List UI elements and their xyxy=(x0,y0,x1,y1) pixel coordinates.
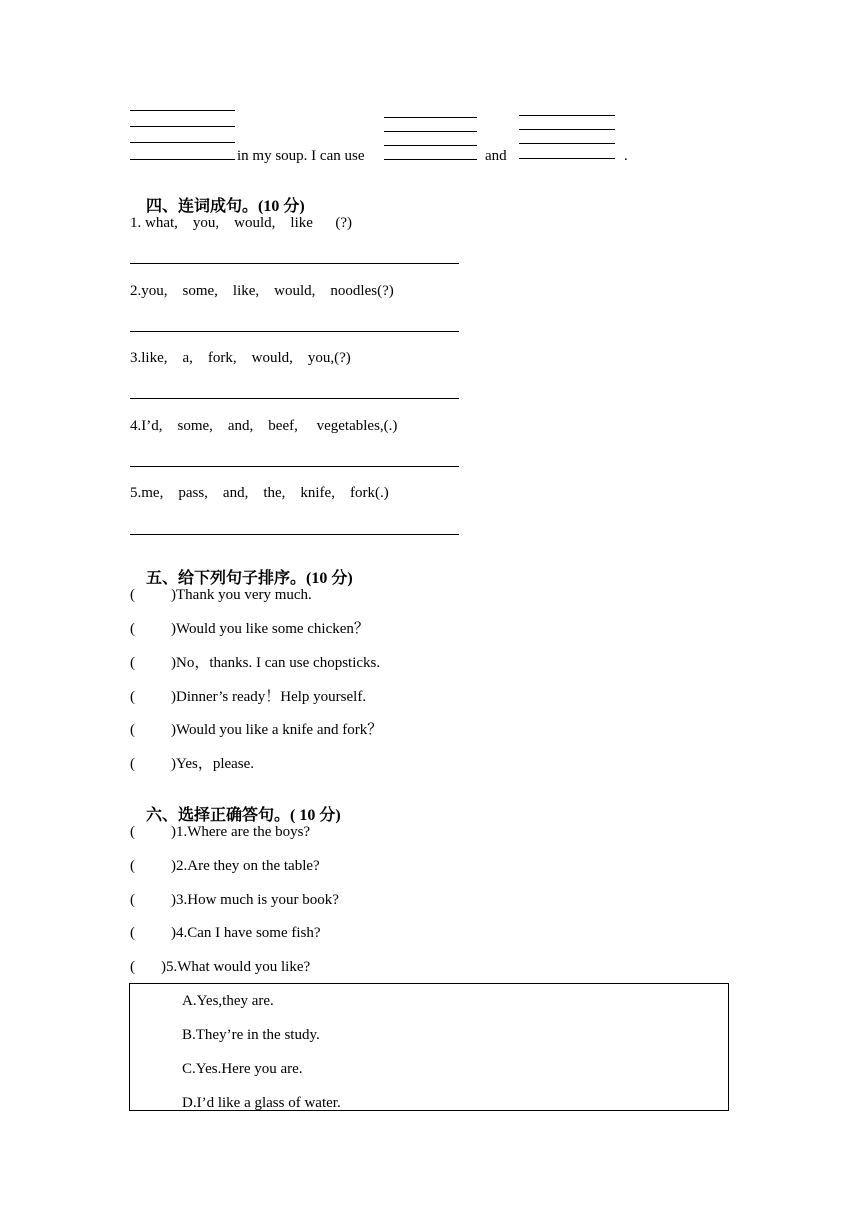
paren-open[interactable]: ( xyxy=(130,925,135,941)
reorder-item-2: 2.you, some, like, would, noodles(?) xyxy=(130,283,394,299)
paren-open[interactable]: ( xyxy=(130,655,135,671)
paren-open[interactable]: ( xyxy=(130,621,135,637)
paren-open[interactable]: ( xyxy=(130,824,135,840)
paren-open[interactable]: ( xyxy=(130,722,135,738)
fill-text-1: in my soup. I can use xyxy=(237,148,365,164)
reorder-item-4: 4.I’d, some, and, beef, vegetables,(.) xyxy=(130,418,398,434)
blank-line[interactable] xyxy=(384,159,477,160)
blank-line[interactable] xyxy=(130,126,235,127)
section-6-score: ( 10 分) xyxy=(290,807,341,824)
answer-options-box xyxy=(129,983,729,1111)
blank-line[interactable] xyxy=(130,142,235,143)
answer-line[interactable] xyxy=(130,263,459,264)
reorder-item-1: 1. what, you, would, like (?) xyxy=(130,215,353,231)
blank-line[interactable] xyxy=(519,129,615,130)
blank-line[interactable] xyxy=(130,110,235,111)
section-5-title: 五、给下列句子排序。 xyxy=(146,570,307,587)
paren-open[interactable]: ( xyxy=(130,858,135,874)
section-4-title: 四、连词成句。 xyxy=(146,198,259,215)
order-item-4: )Dinner’s ready！Help yourself. xyxy=(171,689,367,705)
answer-line[interactable] xyxy=(130,466,459,467)
question-2: )2.Are they on the table? xyxy=(171,858,320,874)
paren-open[interactable]: ( xyxy=(130,959,135,975)
order-item-6: )Yes，please. xyxy=(171,756,255,772)
order-item-1: )Thank you very much. xyxy=(171,587,312,603)
question-5: )5.What would you like? xyxy=(161,959,311,975)
option-b: B.They’re in the study. xyxy=(182,1027,320,1043)
blank-line[interactable] xyxy=(130,159,235,160)
section-5-score: (10 分) xyxy=(306,570,353,587)
order-item-5: )Would you like a knife and fork？ xyxy=(171,722,383,738)
order-item-2: )Would you like some chicken？ xyxy=(171,621,369,637)
paren-open[interactable]: ( xyxy=(130,892,135,908)
section-6-title: 六、选择正确答句。 xyxy=(146,807,291,824)
answer-line[interactable] xyxy=(130,534,459,535)
option-a: A.Yes,they are. xyxy=(182,993,274,1009)
blank-line[interactable] xyxy=(384,145,477,146)
question-4: )4.Can I have some fish? xyxy=(171,925,321,941)
option-d: D.I’d like a glass of water. xyxy=(182,1095,341,1111)
section-4-score: (10 分) xyxy=(258,198,305,215)
fill-text-3: . xyxy=(624,148,628,164)
option-c: C.Yes.Here you are. xyxy=(182,1061,303,1077)
order-item-3: )No，thanks. I can use chopsticks. xyxy=(171,655,381,671)
paren-open[interactable]: ( xyxy=(130,756,135,772)
answer-line[interactable] xyxy=(130,331,459,332)
reorder-item-3: 3.like, a, fork, would, you,(?) xyxy=(130,350,351,366)
fill-text-2: and xyxy=(485,148,507,164)
question-1: )1.Where are the boys? xyxy=(171,824,311,840)
blank-line[interactable] xyxy=(519,143,615,144)
paren-open[interactable]: ( xyxy=(130,587,135,603)
paren-open[interactable]: ( xyxy=(130,689,135,705)
blank-line[interactable] xyxy=(384,117,477,118)
blank-line[interactable] xyxy=(519,115,615,116)
question-3: )3.How much is your book? xyxy=(171,892,339,908)
blank-line[interactable] xyxy=(384,131,477,132)
reorder-item-5: 5.me, pass, and, the, knife, fork(.) xyxy=(130,485,389,501)
blank-line[interactable] xyxy=(519,158,615,159)
answer-line[interactable] xyxy=(130,398,459,399)
